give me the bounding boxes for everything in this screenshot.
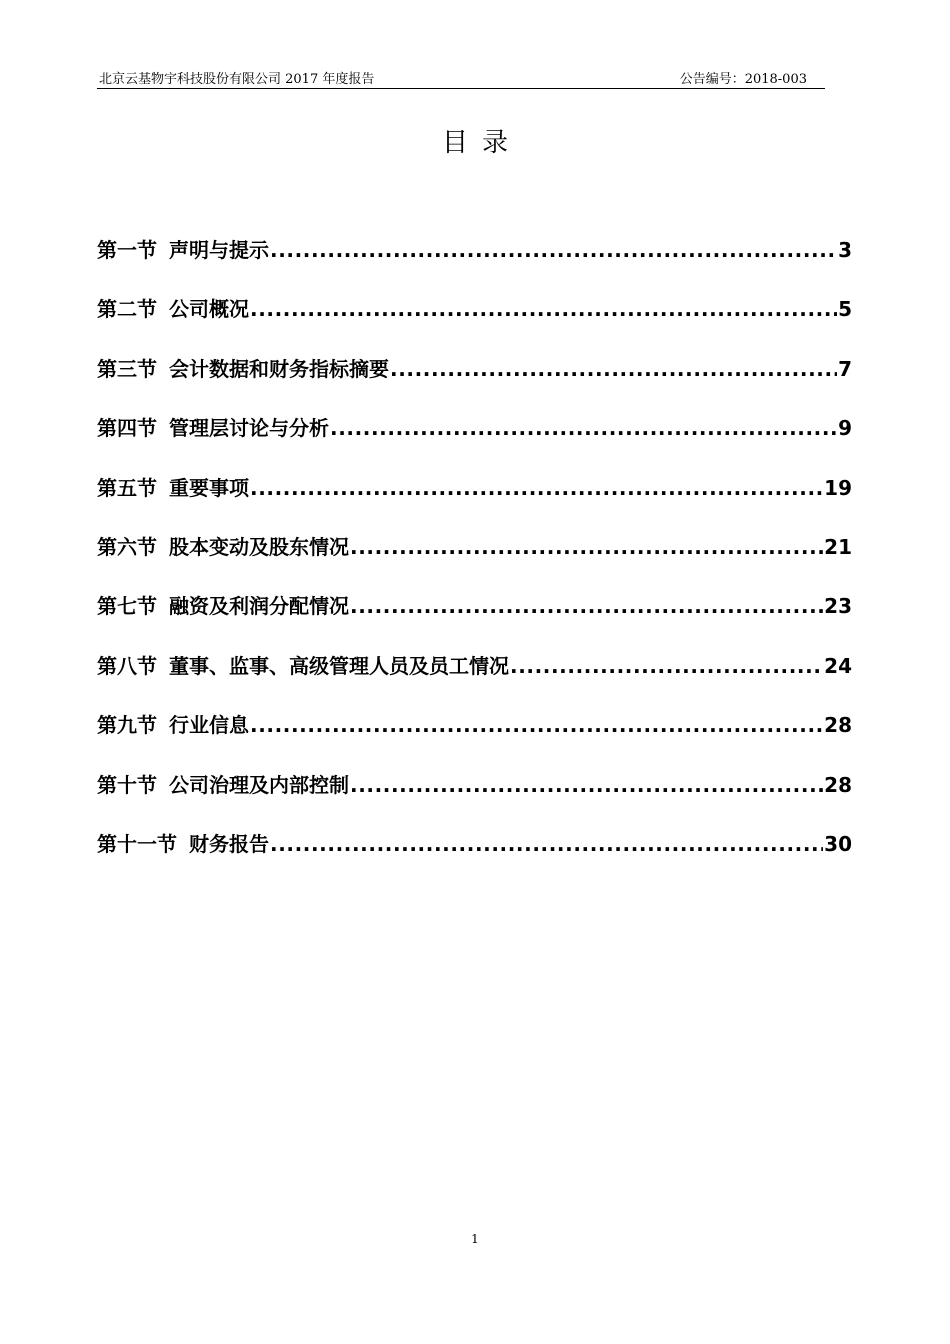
toc-dot-leader: [250, 293, 837, 325]
toc-dot-leader: [270, 234, 837, 266]
toc-entry[interactable]: [97, 531, 852, 590]
toc-section-number: 第八节: [97, 653, 157, 678]
toc-section-number: 第三节: [97, 356, 157, 381]
toc-section-title: 财务报告: [189, 831, 269, 856]
toc-page-number: 28: [824, 772, 852, 797]
page-title: 目录: [441, 128, 522, 158]
toc-entry[interactable]: [97, 412, 852, 471]
toc-section-number: 第十节: [97, 772, 157, 797]
toc-entry[interactable]: [97, 709, 852, 768]
toc-entry-label: [97, 769, 349, 801]
toc-page-number: 9: [838, 416, 852, 441]
toc-page-number: 23: [824, 594, 852, 619]
toc-entry[interactable]: [97, 293, 852, 352]
toc-entry[interactable]: [97, 650, 852, 709]
toc-entry-label: [97, 531, 349, 563]
toc-section-number: 第五节: [97, 475, 157, 500]
toc-page-number: 24: [824, 653, 852, 678]
header-report-title: 北京云基物宇科技股份有限公司 2017 年度报告: [99, 72, 375, 87]
toc-section-number: 第六节: [97, 534, 157, 559]
toc-section-title: 会计数据和财务指标摘要: [169, 356, 389, 381]
toc-entry[interactable]: [97, 769, 852, 828]
toc-section-title: 行业信息: [169, 713, 249, 738]
toc-dot-leader: [250, 709, 823, 741]
toc-entry-label: [97, 709, 249, 741]
toc-entry-label: [97, 472, 249, 504]
toc-entry-label: [97, 650, 509, 682]
toc-section-title: 股本变动及股东情况: [169, 534, 349, 559]
toc-section-title: 声明与提示: [169, 238, 269, 262]
toc-dot-leader: [350, 590, 823, 622]
toc-entry[interactable]: [97, 353, 852, 412]
toc-page-number: 7: [838, 356, 852, 381]
toc-section-title: 董事、监事、高级管理人员及员工情况: [169, 653, 509, 678]
toc-dot-leader: [350, 531, 823, 563]
toc-section-title: 公司治理及内部控制: [169, 772, 349, 797]
toc-dot-leader: [250, 472, 823, 504]
toc-entry-label: [97, 590, 349, 622]
toc-entry-label: [97, 234, 269, 266]
toc-entry[interactable]: [97, 472, 852, 531]
toc-dot-leader: [270, 828, 823, 860]
toc-entry[interactable]: [97, 828, 852, 887]
toc-entry-label: [97, 828, 269, 860]
toc-entry[interactable]: [97, 234, 852, 293]
page-header: [97, 66, 825, 89]
toc-section-number: 第一节: [97, 238, 157, 262]
header-announcement-number: 公告编号：2018-003: [679, 72, 807, 87]
toc-page-number: 5: [838, 297, 852, 322]
toc-section-title: 重要事项: [169, 475, 249, 500]
toc-page-number: 3: [838, 238, 852, 262]
toc-entry-label: [97, 353, 389, 385]
toc-dot-leader: [510, 650, 823, 682]
toc-section-number: 第四节: [97, 416, 157, 441]
toc-section-title: 融资及利润分配情况: [169, 594, 349, 619]
toc-page-number: 28: [824, 713, 852, 738]
toc-section-number: 第九节: [97, 713, 157, 738]
toc-entry-label: [97, 412, 329, 444]
toc-dot-leader: [330, 412, 837, 444]
toc-section-number: 第七节: [97, 594, 157, 619]
toc-entry[interactable]: [97, 590, 852, 649]
page-footer-number: 1: [471, 1232, 479, 1246]
toc-entry-label: [97, 293, 249, 325]
toc-section-number: 第二节: [97, 297, 157, 322]
toc-dot-leader: [390, 353, 837, 385]
toc-page-number: 30: [824, 831, 852, 856]
toc-section-title: 公司概况: [169, 297, 249, 322]
toc-page-number: 19: [824, 475, 852, 500]
toc-dot-leader: [350, 769, 823, 801]
toc-section-number: 第十一节: [97, 831, 177, 856]
toc-section-title: 管理层讨论与分析: [169, 416, 329, 441]
toc-page-number: 21: [824, 534, 852, 559]
table-of-contents: [97, 234, 852, 887]
